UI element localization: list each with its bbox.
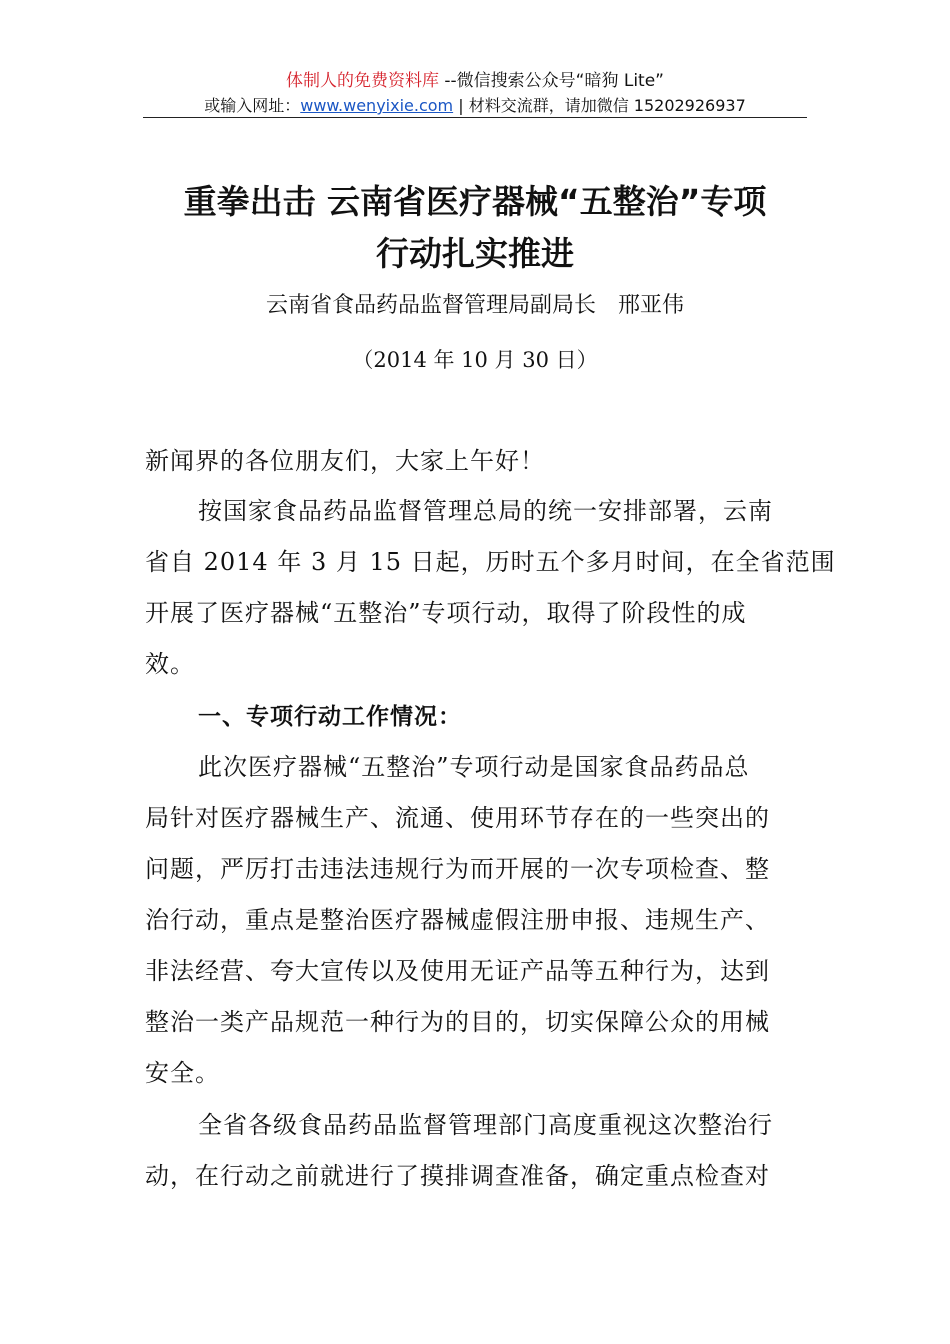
header-brand: 体制人的免费资料库: [285, 71, 439, 91]
paragraph-line: 问题，严厉打击违法违规行为而开展的一次专项检查、整: [145, 855, 770, 883]
paragraph-line: 开展了医疗器械“五整治”专项行动，取得了阶段性的成: [145, 599, 747, 627]
header-url-prefix: 或输入网址：: [204, 96, 301, 115]
paragraph-line: 整治一类产品规范一种行为的目的，切实保障公众的用械: [145, 1008, 770, 1036]
paragraph-line: 动，在行动之前就进行了摸排调查准备，确定重点检查对: [145, 1162, 770, 1190]
document-title-line-1: 重拳出击 云南省医疗器械“五整治”专项: [183, 182, 767, 221]
header-divider: [143, 117, 807, 118]
paragraph-line: 局针对医疗器械生产、流通、使用环节存在的一些突出的: [145, 804, 770, 832]
header-url-line: [143, 95, 807, 117]
author-line: 云南省食品药品监督管理局副局长 邢亚伟: [265, 293, 684, 318]
paragraph-line: 省自 2014 年 3 月 15 日起，历时五个多月时间，在全省范围: [145, 548, 836, 576]
paragraph-line: 按国家食品药品监督管理总局的统一安排部署，云南: [198, 497, 773, 525]
date-line: （2014 年 10 月 30 日）: [352, 348, 598, 372]
paragraph-line: 效。: [145, 650, 195, 678]
greeting: 新闻界的各位朋友们，大家上午好！: [145, 447, 545, 475]
header-contact: | 材料交流群，请加微信 15202926937: [453, 96, 746, 115]
paragraph-line: 全省各级食品药品监督管理部门高度重视这次整治行: [198, 1111, 773, 1139]
paragraph-line: 安全。: [145, 1059, 220, 1087]
header-wechat-text: --微信搜索公众号“暗狗 Lite”: [438, 71, 664, 91]
section-heading: 一、专项行动工作情况：: [198, 704, 462, 730]
header-brand-line: [143, 70, 807, 92]
header-url-link[interactable]: www.wenyixie.com: [300, 96, 454, 115]
document-title-line-2: 行动扎实推进: [376, 234, 574, 273]
paragraph-line: 此次医疗器械“五整治”专项行动是国家食品药品总: [198, 753, 750, 781]
paragraph-line: 非法经营、夸大宣传以及使用无证产品等五种行为，达到: [145, 957, 770, 985]
paragraph-line: 治行动，重点是整治医疗器械虚假注册申报、违规生产、: [145, 906, 770, 934]
page-header: [143, 70, 807, 117]
